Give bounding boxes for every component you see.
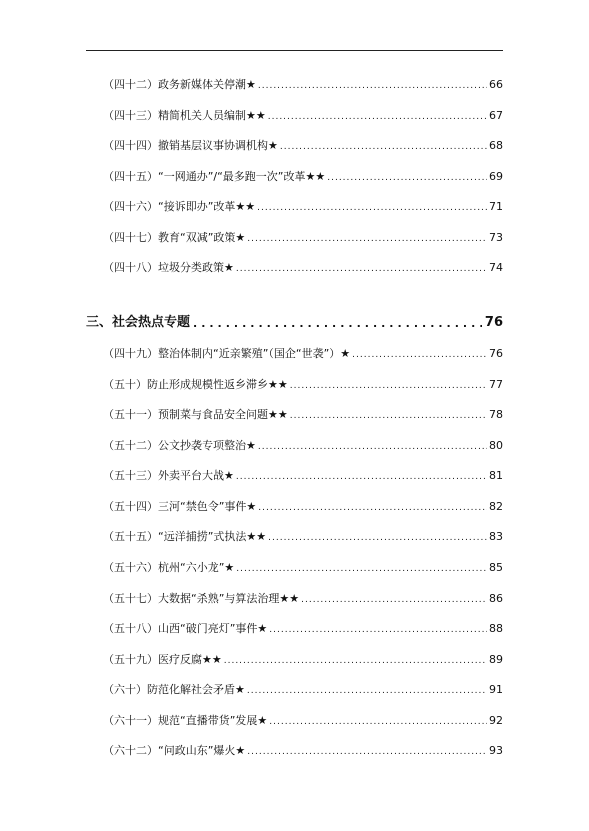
toc-entry-title: （五十三）外卖平台大战★ (103, 469, 234, 482)
toc-dot-leader (268, 111, 487, 123)
toc-entry[interactable] (103, 559, 503, 575)
toc-entry[interactable] (103, 107, 503, 123)
toc-entry-title: （六十二）“问政山东”爆火★ (103, 744, 246, 757)
toc-entry[interactable] (103, 528, 503, 544)
toc-entry-title: （六十一）规范“直播带货”发展★ (103, 714, 268, 727)
toc-entry-page: 67 (489, 109, 503, 122)
toc-dot-leader (236, 563, 487, 575)
toc-entry[interactable] (103, 376, 503, 392)
toc-entry-page: 89 (489, 653, 503, 666)
toc-entry-page: 85 (489, 561, 503, 574)
toc-entry[interactable] (103, 498, 503, 514)
toc-entry-page: 71 (489, 200, 503, 213)
toc-entry-title: （四十七）教育“双减”政策★ (103, 231, 246, 244)
toc-entry[interactable] (103, 229, 503, 245)
toc-entry[interactable] (103, 437, 503, 453)
toc-entry[interactable] (103, 345, 503, 361)
toc-entry-page: 78 (489, 408, 503, 421)
toc-dot-leader (258, 502, 487, 514)
toc-entry[interactable] (103, 620, 503, 636)
toc-entry-page: 80 (489, 439, 503, 452)
toc-dot-leader (352, 349, 487, 361)
toc-dot-leader (301, 594, 487, 606)
toc-entry-page: 77 (489, 378, 503, 391)
toc-entry-page: 73 (489, 231, 503, 244)
toc-entry[interactable] (103, 712, 503, 728)
toc-dot-leader (290, 380, 487, 392)
toc-entry-page: 91 (489, 683, 503, 696)
toc-dot-leader (236, 471, 487, 483)
toc-entry[interactable] (103, 168, 503, 184)
toc-entry-page: 66 (489, 78, 503, 91)
header-rule (86, 50, 503, 51)
toc-entry-title: （五十二）公文抄袭专项整治★ (103, 439, 256, 452)
toc-entry-title: （五十六）杭州“六小龙”★ (103, 561, 235, 574)
toc-entry-title: （四十二）政务新媒体关停潮★ (103, 78, 256, 91)
toc-entry-title: （四十五）“一网通办”/“最多跑一次”改革★★ (103, 170, 326, 183)
toc-entry-title: （五十）防止形成规模性返乡滞乡★★ (103, 378, 288, 391)
toc-entry-title: （四十八）垃圾分类政策★ (103, 261, 234, 274)
toc-entry[interactable] (103, 406, 503, 422)
toc-entry-title: （五十九）医疗反腐★★ (103, 653, 222, 666)
toc-dot-leader (268, 532, 487, 544)
toc-entry-page: 74 (489, 261, 503, 274)
toc-entry[interactable] (103, 590, 503, 606)
toc-entry-page: 68 (489, 139, 503, 152)
toc-dot-leader (224, 655, 487, 667)
toc-entry-title: （六十）防范化解社会矛盾★ (103, 683, 245, 696)
toc-dot-leader (258, 80, 487, 92)
toc-entry-page: 82 (489, 500, 503, 513)
toc-dot-leader (247, 233, 487, 245)
toc-dot-leader (280, 141, 487, 153)
toc-dot-leader (247, 685, 487, 697)
toc-entry[interactable] (103, 651, 503, 667)
toc-entry[interactable] (103, 259, 503, 275)
toc-entry-page: 76 (489, 347, 503, 360)
toc-section-heading[interactable] (86, 313, 503, 331)
toc-entry-page: 92 (489, 714, 503, 727)
toc-entry-title: （四十六）“接诉即办”改革★★ (103, 200, 256, 213)
toc-dot-leader (290, 410, 487, 422)
toc-dot-leader (193, 317, 482, 331)
toc-dot-leader (269, 716, 487, 728)
toc-entry-title: （五十一）预制菜与食品安全问题★★ (103, 408, 288, 421)
toc-entry-page: 69 (489, 170, 503, 183)
toc-dot-leader (247, 746, 487, 758)
toc-entry-title: （五十七）大数据“杀熟”与算法治理★★ (103, 592, 300, 605)
toc-entry[interactable] (103, 76, 503, 92)
toc-entry-page: 83 (489, 530, 503, 543)
toc-entry[interactable] (103, 198, 503, 214)
toc-entry-title: （五十八）山西“破门亮灯”事件★ (103, 622, 268, 635)
toc-dot-leader (236, 263, 487, 275)
toc-entry-page: 86 (489, 592, 503, 605)
toc-entry-title: （五十四）三河“禁色令”事件★ (103, 500, 257, 513)
toc-dot-leader (257, 202, 487, 214)
toc-entry-title: （四十四）撤销基层议事协调机构★ (103, 139, 278, 152)
toc-entry-page: 88 (489, 622, 503, 635)
toc-entry-page: 93 (489, 744, 503, 757)
toc-section-title: 三、社会热点专题 (86, 315, 191, 330)
toc-dot-leader (258, 441, 487, 453)
toc-dot-leader (269, 624, 487, 636)
toc-section-page: 76 (484, 315, 503, 330)
toc-dot-leader (327, 172, 487, 184)
toc-entry[interactable] (103, 137, 503, 153)
toc-entry[interactable] (103, 742, 503, 758)
toc-entry[interactable] (103, 467, 503, 483)
toc-entry-title: （五十五）“远洋捕捞”式执法★★ (103, 530, 267, 543)
toc-entry-title: （四十三）精简机关人员编制★★ (103, 109, 266, 122)
toc-entry[interactable] (103, 681, 503, 697)
toc-entry-page: 81 (489, 469, 503, 482)
toc-entry-title: （四十九）整治体制内“近亲繁殖”（国企“世袭”）★ (103, 347, 351, 360)
